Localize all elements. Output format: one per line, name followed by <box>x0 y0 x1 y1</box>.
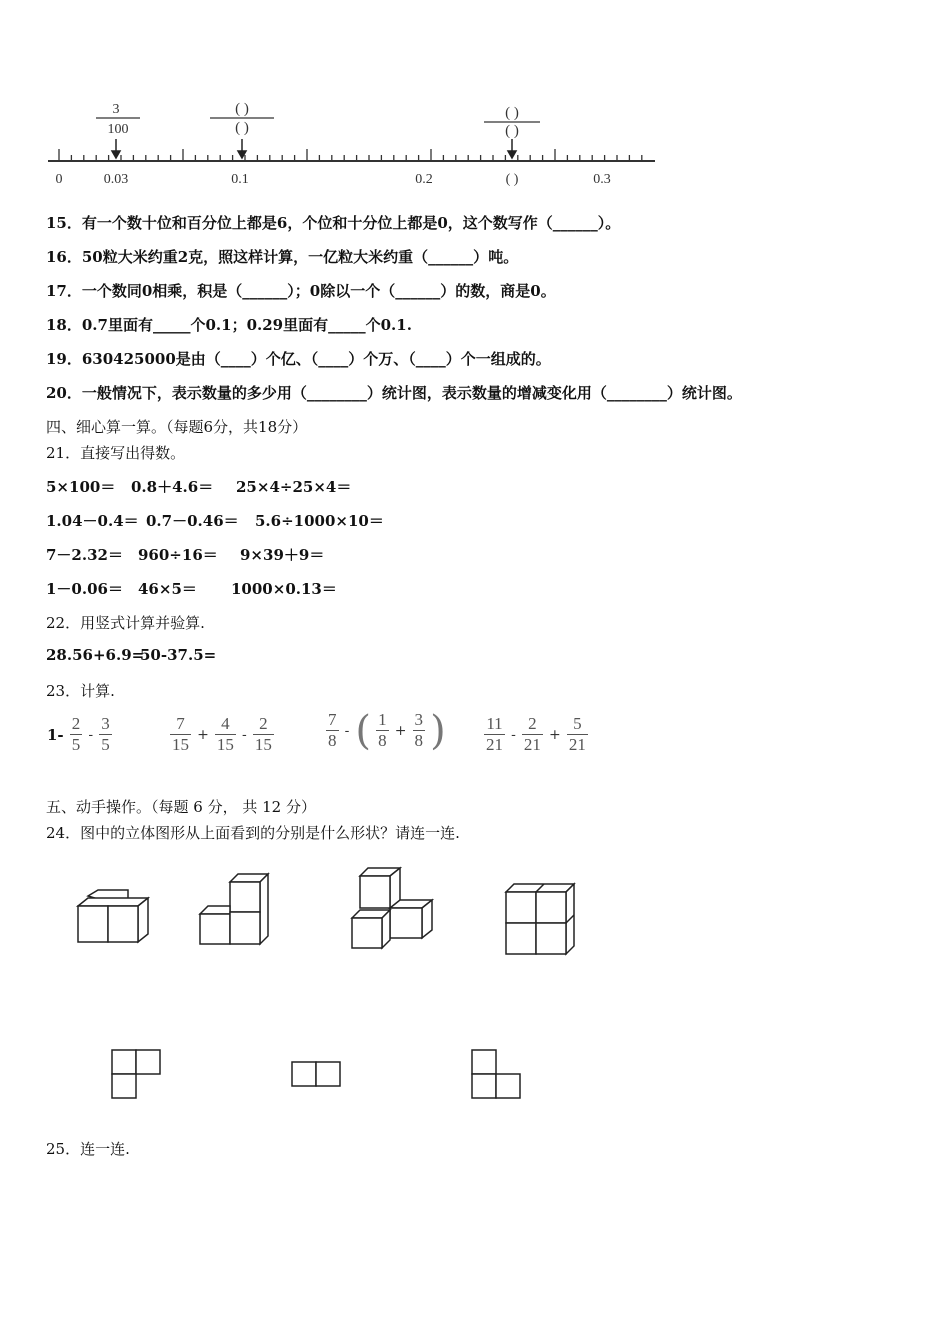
question-19: 19．630425000是由（____）个亿、（____）个万、（____）个一组成的。 <box>46 350 551 368</box>
calc-3-2: 960÷16＝ <box>138 546 218 564</box>
fraction-expr-3 <box>326 707 446 754</box>
frac-top-num-3: ( ) <box>505 105 519 121</box>
question-16: 16．50粒大米约重2克，照这样计算，一亿粒大米约重（______）吨。 <box>46 248 519 266</box>
fraction: $\frac{2}{5}$ <box>71 714 81 754</box>
calc-2-2: 0.7－0.46＝ <box>146 512 239 530</box>
fraction: $\frac{7}{15}$ <box>172 714 189 754</box>
minus-sign: - <box>511 726 516 743</box>
plus-sign: + <box>197 726 209 743</box>
frac-top-den-3: ( ) <box>505 123 519 139</box>
nl-label-02: 0.2 <box>415 172 433 187</box>
right-paren-icon: ) <box>430 707 446 754</box>
minus-sign: - <box>88 726 94 743</box>
solid-figure-3 <box>348 866 438 952</box>
expr-1-lead: 1- <box>47 725 64 744</box>
solid-figure-2 <box>196 872 276 952</box>
calc-2-1: 1.04－0.4＝ <box>46 512 139 530</box>
frac-top-num-1: 3 <box>112 102 120 117</box>
solid-figure-1 <box>74 888 154 948</box>
minus-sign: - <box>242 726 247 743</box>
fraction: $\frac{11}{21}$ <box>486 714 503 754</box>
nl-label-01: 0.1 <box>231 172 249 187</box>
nl-label-003: 0.03 <box>103 172 129 187</box>
number-line <box>40 95 670 195</box>
calc-4-3: 1000×0.13＝ <box>231 580 337 598</box>
fraction: $\frac{2}{15}$ <box>254 714 272 754</box>
calc-3-3: 9×39＋9＝ <box>240 546 325 564</box>
section-5-title: 五、动手操作。（每题 6 分， 共 12 分） <box>46 798 316 816</box>
fraction-expr-2 <box>170 714 274 755</box>
top-view-3 <box>470 1048 524 1100</box>
fraction: $\frac{5}{21}$ <box>568 714 586 754</box>
question-15: 15．有一个数十位和百分位上都是6，个位和十分位上都是0，这个数写作（______）。 <box>46 214 621 232</box>
nl-label-blank: ( ) <box>505 172 519 187</box>
question-24: 24．图中的立体图形从上面看到的分别是什么形状？请连一连. <box>46 824 460 842</box>
calc-1-1: 5×100＝ <box>46 478 116 496</box>
question-17: 17．一个数同0相乘，积是（______）；0除以一个（______）的数，商是0。 <box>46 282 556 300</box>
calc-4-1: 1－0.06＝ <box>46 580 123 598</box>
calc-3-1: 7－2.32＝ <box>46 546 123 564</box>
vertical-calc-2: 50-37.5= <box>140 646 217 664</box>
plus-sign: + <box>394 722 407 739</box>
calc-1-3: 25×4÷25×4＝ <box>236 478 352 496</box>
calc-1-2: 0.8＋4.6＝ <box>131 478 214 496</box>
top-view-2 <box>290 1060 344 1088</box>
calc-4-2: 46×5＝ <box>138 580 197 598</box>
question-21: 21．直接写出得数。 <box>46 444 186 462</box>
left-paren-icon: ( <box>355 707 372 754</box>
fraction-expr-4 <box>484 714 588 755</box>
frac-top-den-2: ( ) <box>235 120 249 136</box>
fraction: $\frac{3}{8}$ <box>414 710 424 750</box>
minus-sign: - <box>344 722 350 739</box>
frac-top-den-1: 100 <box>107 122 129 137</box>
question-20: 20．一般情况下，表示数量的多少用（________）统计图，表示数量的增减变化用（________）统计图。 <box>46 384 742 402</box>
question-22: 22．用竖式计算并验算. <box>46 614 205 632</box>
fraction: $\frac{7}{8}$ <box>328 710 337 750</box>
nl-label-0: 0 <box>55 172 63 187</box>
vertical-calc-1: 28.56+6.9= <box>46 646 145 664</box>
question-25: 25．连一连. <box>46 1140 130 1158</box>
fraction: $\frac{3}{5}$ <box>101 714 110 754</box>
solid-figure-4 <box>502 880 582 960</box>
question-23: 23．计算. <box>46 682 115 700</box>
top-view-1 <box>110 1048 164 1100</box>
calc-2-3: 5.6÷1000×10＝ <box>255 512 384 530</box>
frac-top-num-2: ( ) <box>235 101 249 117</box>
question-18: 18．0.7里面有_____个0.1；0.29里面有_____个0.1. <box>46 316 412 334</box>
fraction: $\frac{2}{21}$ <box>523 714 541 754</box>
fraction-expr-1 <box>46 714 112 755</box>
section-4-title: 四、细心算一算。（每题6分，共18分） <box>46 418 308 436</box>
nl-label-03: 0.3 <box>593 172 611 187</box>
fraction: $\frac{1}{8}$ <box>378 710 387 750</box>
plus-sign: + <box>549 726 561 743</box>
fraction: $\frac{4}{15}$ <box>216 714 234 754</box>
